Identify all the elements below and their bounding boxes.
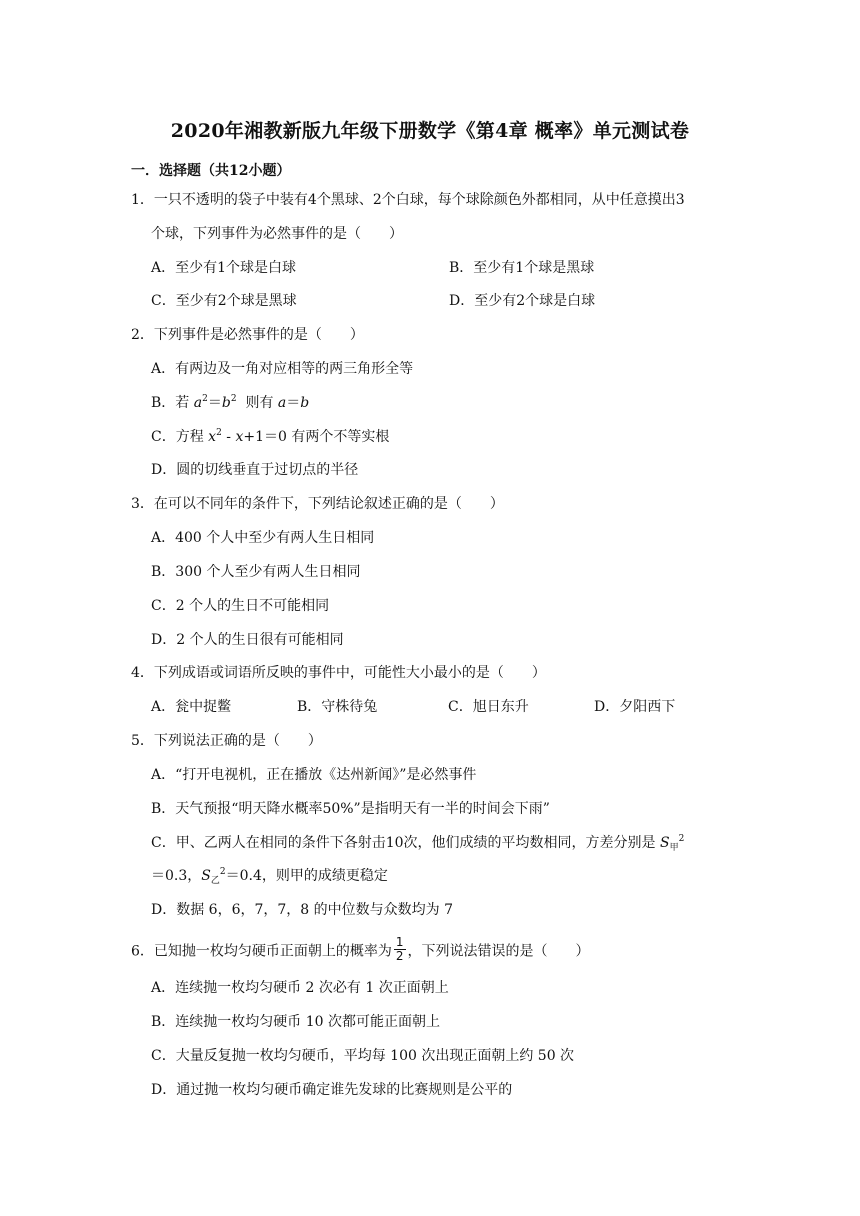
q5-stem: 5．下列说法正确的是（ ） xyxy=(131,733,322,749)
q5-option-b: B．天气预报“明天降水概率50%”是指明天有一半的时间会下雨” xyxy=(151,801,550,817)
q1-option-c: C．至少有2个球是黑球 xyxy=(151,293,297,309)
q1-stem-line2: 个球，下列事件为必然事件的是（ ） xyxy=(151,226,403,242)
q5-option-c-line2: ＝0.3，$S_乙^2=0.4$，则甲的成绩更稳定 xyxy=(151,867,388,886)
q4-stem: 4．下列成语或词语所反映的事件中，可能性大小最小的是（ ） xyxy=(131,665,546,681)
q6-option-a: A．连续抛一枚均匀硬币 2 次必有 1 次正面朝上 xyxy=(151,980,449,996)
q4-option-a: A．瓮中捉鳖 xyxy=(151,699,232,715)
q5-option-c-line1: C．甲、乙两人在相同的条件下各射击10次，他们成绩的平均数相同，方差分别是 $S_甲^2$ xyxy=(151,834,685,853)
q4-option-b: B．守株待兔 xyxy=(297,699,378,715)
q2-option-c: C．方程 $x^2 - x+1=0$ 有两个不等实根 xyxy=(151,428,390,445)
section-heading: 一．选择题（共12小题） xyxy=(131,163,291,179)
q3-stem: 3．在可以不同年的条件下，下列结论叙述正确的是（ ） xyxy=(131,496,504,512)
q3-option-a: A．400 个人中至少有两人生日相同 xyxy=(151,530,375,546)
q6-option-c: C．大量反复抛一枚均匀硬币，平均每 100 次出现正面朝上约 50 次 xyxy=(151,1048,575,1064)
q3-option-c: C．2 个人的生日不可能相同 xyxy=(151,598,330,614)
q5-option-a: A．“打开电视机，正在播放《达州新闻》”是必然事件 xyxy=(151,767,477,783)
q4-option-d: D．夕阳西下 xyxy=(594,699,676,715)
q2-stem: 2．下列事件是必然事件的是（ ） xyxy=(131,327,364,343)
q1-option-d: D．至少有2个球是白球 xyxy=(449,293,596,309)
q4-option-c: C．旭日东升 xyxy=(448,699,529,715)
page-title: 2020年湘教新版九年级下册数学《第4章 概率》单元测试卷 xyxy=(170,120,690,142)
q5-option-d: D．数据 6，6，7，7，8 的中位数与众数均为 7 xyxy=(151,902,454,918)
q2-option-a: A．有两边及一角对应相等的两三角形全等 xyxy=(151,361,414,377)
q2-option-d: D．圆的切线垂直于过切点的半径 xyxy=(151,462,359,478)
q6-option-d: D．通过抛一枚均匀硬币确定谁先发球的比赛规则是公平的 xyxy=(151,1082,513,1098)
q6-option-b: B．连续抛一枚均匀硬币 10 次都可能正面朝上 xyxy=(151,1014,441,1030)
q3-option-d: D．2 个人的生日很有可能相同 xyxy=(151,632,344,648)
fraction-one-half: $\frac{1}{2}$ xyxy=(395,935,404,963)
q1-stem-line1: 1．一只不透明的袋子中装有4个黑球、2个白球，每个球除颜色外都相同，从中任意摸出3 xyxy=(131,192,685,208)
q6-stem: 6．已知抛一枚均匀硬币正面朝上的概率为 $\frac{1}{2}$ ，下列说法错误的是（ ） xyxy=(131,935,590,963)
q2-option-b: B．若 $a^2=b^2$ 则有 a＝b xyxy=(151,394,310,411)
q1-option-a: A．至少有1个球是白球 xyxy=(151,260,297,276)
q3-option-b: B．300 个人至少有两人生日相同 xyxy=(151,564,361,580)
q1-option-b: B．至少有1个球是黑球 xyxy=(449,260,595,276)
